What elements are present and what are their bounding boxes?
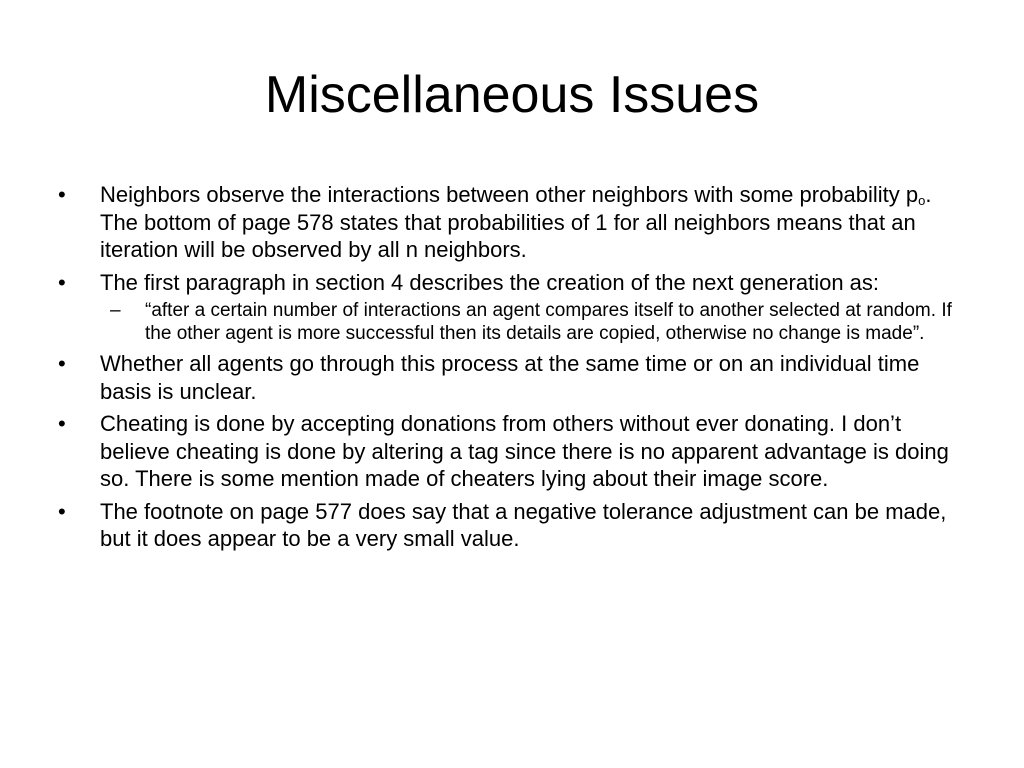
item-text: Whether all agents go through this process at the same time or on an individual time basis is unclear. <box>100 351 920 404</box>
bullet-icon: • <box>58 498 66 524</box>
list-item <box>56 181 961 264</box>
bullet-icon: • <box>58 269 66 295</box>
item-subscript: o <box>918 193 926 208</box>
list-item <box>56 410 961 493</box>
bullet-icon: • <box>58 182 66 207</box>
item-text: The first paragraph in section 4 describes the creation of the next generation as: <box>100 269 880 295</box>
list-item <box>56 269 961 346</box>
item-text: The footnote on page 577 does say that a negative tolerance adjustment can be made, but it does appear to be a very small value. <box>100 498 947 551</box>
slide-title: Miscellaneous Issues <box>264 66 760 124</box>
list-item <box>56 498 961 553</box>
sub-list <box>100 299 961 345</box>
list-item <box>56 350 961 405</box>
dash-icon: – <box>110 300 121 321</box>
sub-list-item <box>100 299 961 345</box>
item-text: Cheating is done by accepting donations from others without ever donating. I don’t believe cheating is done by altering a tag since there is no apparent advantage is doing so. There is some mention made of cheaters lying about their image score. <box>100 411 949 491</box>
bullet-icon: • <box>58 351 66 376</box>
quote-text: “after a certain number of interactions an agent compares itself to another selected at random. If the other agent is more successful then its details are copied, otherwise no change is made”. <box>145 300 952 344</box>
bullet-icon: • <box>58 411 66 436</box>
item-text-end: . The bottom of page 578 states that probabilities of 1 for all neighbors means that an iteration will be observed by all n neighbors. <box>100 182 932 262</box>
bullet-list <box>56 181 961 558</box>
item-text-start: Neighbors observe the interactions between other neighbors with some probability p <box>100 182 919 207</box>
